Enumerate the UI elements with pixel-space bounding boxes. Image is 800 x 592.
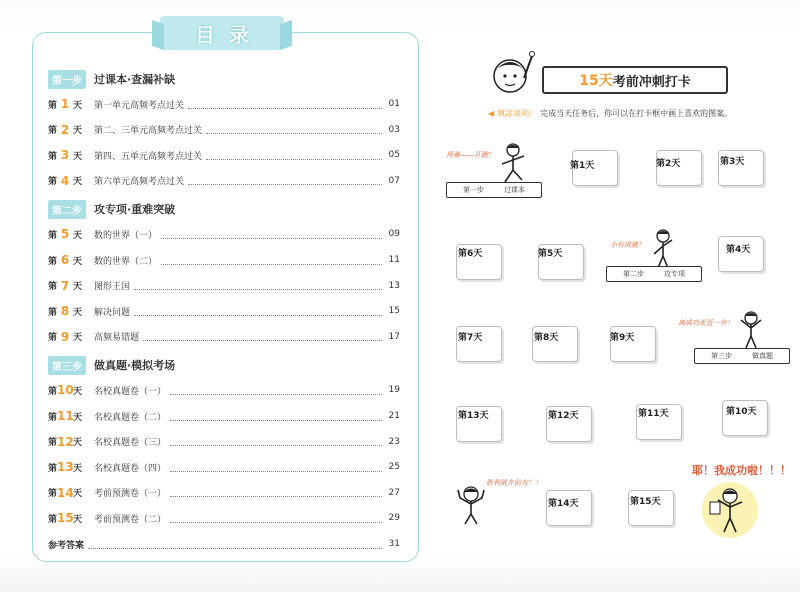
toc-entry[interactable] bbox=[48, 510, 400, 526]
checkin-day-label: 第12天 bbox=[548, 411, 579, 421]
day-prefix: 第 bbox=[48, 126, 58, 137]
step3-label: 第三步 bbox=[711, 352, 732, 360]
flexing-boy-icon bbox=[454, 484, 488, 526]
toc-title: 目录 bbox=[195, 22, 263, 47]
day-prefix: 第 bbox=[48, 307, 58, 318]
answers-title: 参考答案 bbox=[48, 540, 85, 551]
checkin-day-label: 第4天 bbox=[726, 245, 751, 255]
checkin-day-label: 第8天 bbox=[534, 333, 559, 343]
day-prefix: 第 bbox=[48, 489, 58, 500]
day-suffix: 天 bbox=[73, 230, 83, 241]
step2-bubble: 小有成就！ bbox=[610, 241, 645, 249]
checkin-day-label: 第9天 bbox=[610, 333, 635, 343]
speaker-icon: ◀ bbox=[488, 109, 495, 118]
pointing-boy-icon bbox=[488, 46, 538, 100]
page-number: 01 bbox=[388, 99, 400, 109]
leader-dots bbox=[88, 540, 382, 549]
section-heading bbox=[48, 356, 175, 374]
day-prefix: 第 bbox=[48, 412, 58, 423]
section-title: 做真题·模拟考场 bbox=[94, 359, 176, 373]
day-number: 9 bbox=[60, 329, 70, 344]
day-prefix: 第 bbox=[48, 463, 58, 474]
standing-boy-icon bbox=[648, 228, 678, 270]
page-number: 13 bbox=[388, 280, 400, 291]
day-prefix: 第 bbox=[48, 514, 58, 525]
entry-title: 名校真题卷（四） bbox=[94, 463, 167, 474]
step3-tag bbox=[694, 348, 790, 364]
page-number: 23 bbox=[388, 436, 400, 447]
day-number: 6 bbox=[60, 253, 70, 267]
toc-entry[interactable] bbox=[48, 303, 400, 319]
day-number: 8 bbox=[60, 304, 70, 319]
checkin-day-label: 第7天 bbox=[458, 333, 483, 343]
toc-entry[interactable] bbox=[48, 122, 400, 138]
checkin-day-label: 第6天 bbox=[458, 249, 483, 259]
toc-entry[interactable] bbox=[48, 96, 400, 112]
page-number: 11 bbox=[388, 255, 400, 265]
checkin-title-days: 15天 bbox=[579, 73, 613, 89]
checkin-day-label: 第15天 bbox=[630, 497, 661, 507]
day-suffix: 天 bbox=[73, 100, 83, 111]
toc-entry[interactable] bbox=[48, 434, 400, 450]
checkin-day-label: 第11天 bbox=[638, 409, 669, 419]
checkin-day-label: 第14天 bbox=[548, 499, 579, 509]
day-prefix: 第 bbox=[48, 151, 58, 162]
toc-title-banner bbox=[160, 16, 284, 50]
page-number: 15 bbox=[388, 306, 400, 317]
checkin-title bbox=[542, 66, 728, 94]
day-suffix: 天 bbox=[73, 386, 83, 397]
section-badge: 第一步 bbox=[48, 70, 86, 89]
entry-title: 第一单元高频考点过关 bbox=[94, 100, 185, 111]
day-suffix: 天 bbox=[73, 333, 83, 344]
section-badge: 第三步 bbox=[48, 356, 86, 375]
checkin-day-label: 第13天 bbox=[458, 411, 489, 421]
running-boy-icon bbox=[496, 142, 530, 184]
fill-instruction-text: 完成当天任务后，你可以在打卡框中画上喜欢的图案。 bbox=[540, 109, 733, 118]
entry-title: 考前预测卷（一） bbox=[94, 489, 167, 500]
day-prefix: 第 bbox=[48, 177, 58, 188]
leader-dots bbox=[170, 514, 382, 523]
toc-entry[interactable] bbox=[48, 485, 400, 501]
leader-dots bbox=[161, 256, 382, 265]
section-badge: 第二步 bbox=[48, 200, 86, 219]
page-number: 17 bbox=[388, 331, 400, 342]
entry-title: 名校真题卷（一） bbox=[94, 386, 167, 397]
leader-dots bbox=[206, 151, 382, 160]
day-number: 13 bbox=[57, 460, 74, 475]
page-number: 19 bbox=[388, 385, 400, 396]
entry-title: 名校真题卷（三） bbox=[94, 438, 167, 449]
day-suffix: 天 bbox=[73, 412, 83, 423]
entry-title: 第六单元高频考点过关 bbox=[94, 177, 185, 188]
leader-dots bbox=[170, 437, 382, 446]
cheering-boy-icon bbox=[736, 310, 766, 350]
toc-entry[interactable] bbox=[48, 147, 400, 163]
celebrating-boy-icon bbox=[698, 478, 762, 542]
day-number: 3 bbox=[60, 148, 70, 163]
entry-title: 名校真题卷（二） bbox=[94, 412, 167, 423]
day-number: 11 bbox=[57, 409, 74, 423]
day-suffix: 天 bbox=[73, 177, 83, 188]
toc-entry[interactable] bbox=[48, 459, 400, 475]
leader-dots bbox=[170, 488, 382, 497]
day-number: 2 bbox=[60, 122, 70, 137]
day-suffix: 天 bbox=[73, 307, 83, 318]
day-suffix: 天 bbox=[73, 514, 83, 525]
leader-dots bbox=[206, 125, 382, 134]
entry-title: 数的世界（一） bbox=[94, 230, 158, 241]
leader-dots bbox=[134, 281, 382, 290]
day-number: 14 bbox=[57, 485, 74, 500]
day-number: 10 bbox=[57, 383, 74, 398]
step2-tag bbox=[606, 266, 702, 282]
day-suffix: 天 bbox=[73, 463, 83, 474]
fill-instruction bbox=[488, 108, 732, 119]
day-suffix: 天 bbox=[73, 489, 83, 500]
page-number: 09 bbox=[388, 229, 400, 240]
day-suffix: 天 bbox=[73, 151, 83, 162]
day-suffix: 天 bbox=[73, 282, 83, 293]
step1-name: 过课本 bbox=[504, 186, 525, 194]
step1-label: 第一步 bbox=[463, 186, 484, 194]
toc-entry[interactable] bbox=[48, 329, 400, 345]
step2-label: 第二步 bbox=[623, 270, 644, 278]
entry-title: 第二、三单元高频考点过关 bbox=[94, 126, 203, 137]
toc-entry[interactable] bbox=[48, 382, 400, 398]
day-number: 4 bbox=[60, 173, 70, 188]
checkin-day-label: 第2天 bbox=[656, 159, 681, 169]
day-number: 12 bbox=[57, 434, 74, 449]
toc-entry[interactable] bbox=[48, 278, 400, 294]
section-heading bbox=[48, 70, 175, 88]
checkin-page bbox=[430, 0, 800, 592]
leader-dots bbox=[188, 100, 382, 109]
leader-dots bbox=[170, 463, 382, 472]
leader-dots bbox=[188, 176, 382, 185]
final-bubble: 胜利就在前方！！ bbox=[486, 479, 542, 487]
entry-title: 数的世界（二） bbox=[94, 256, 158, 267]
day-prefix: 第 bbox=[48, 256, 58, 267]
page-number: 03 bbox=[388, 124, 400, 135]
day-prefix: 第 bbox=[48, 438, 58, 449]
answers-entry[interactable] bbox=[48, 536, 400, 552]
step2-name: 攻专项 bbox=[664, 270, 685, 278]
day-number: 7 bbox=[60, 278, 70, 293]
page-number: 07 bbox=[388, 175, 400, 186]
entry-title: 考前预测卷（二） bbox=[94, 514, 167, 525]
checkin-day-label: 第10天 bbox=[726, 407, 757, 417]
day-number: 1 bbox=[60, 97, 70, 111]
entry-title: 高频易错题 bbox=[94, 333, 140, 344]
page-number: 25 bbox=[388, 462, 400, 473]
step3-name: 做真题 bbox=[752, 352, 773, 360]
leader-dots bbox=[161, 230, 382, 239]
entry-title: 解决问题 bbox=[94, 307, 131, 318]
checkin-title-text: 考前冲刺打卡 bbox=[612, 74, 691, 90]
day-number: 5 bbox=[60, 227, 70, 242]
page-number: 21 bbox=[388, 411, 400, 421]
day-prefix: 第 bbox=[48, 333, 58, 344]
leader-dots bbox=[143, 332, 382, 341]
step3-bubble: 离成功更近一步！ bbox=[678, 319, 734, 327]
leader-dots bbox=[170, 412, 382, 421]
section-title: 攻专项·重难突破 bbox=[94, 203, 176, 217]
entry-title: 图形王国 bbox=[94, 282, 131, 293]
day-suffix: 天 bbox=[73, 126, 83, 137]
checkin-day-label: 第1天 bbox=[570, 161, 595, 171]
fill-instruction-label: 填涂说明： bbox=[497, 109, 538, 118]
checkin-day-label: 第5天 bbox=[538, 249, 563, 259]
entry-title: 第四、五单元高频考点过关 bbox=[94, 151, 203, 162]
toc-entry[interactable] bbox=[48, 173, 400, 189]
toc-entry[interactable] bbox=[48, 408, 400, 424]
toc-entry[interactable] bbox=[48, 252, 400, 268]
day-prefix: 第 bbox=[48, 100, 58, 111]
leader-dots bbox=[134, 307, 382, 316]
day-suffix: 天 bbox=[73, 438, 83, 449]
page-number: 31 bbox=[388, 539, 400, 549]
toc-entry[interactable] bbox=[48, 226, 400, 242]
day-prefix: 第 bbox=[48, 386, 58, 397]
checkin-day-label: 第3天 bbox=[720, 157, 745, 167]
step1-bubble: 预备——开跑！ bbox=[446, 151, 495, 159]
section-heading bbox=[48, 200, 175, 218]
success-text: 耶！我成功啦！！！ bbox=[692, 464, 791, 477]
day-prefix: 第 bbox=[48, 230, 58, 241]
step1-tag bbox=[446, 182, 542, 198]
section-title: 过课本·查漏补缺 bbox=[94, 73, 176, 86]
day-suffix: 天 bbox=[73, 256, 83, 267]
page-number: 05 bbox=[388, 150, 400, 161]
page-number: 29 bbox=[388, 513, 400, 524]
leader-dots bbox=[170, 386, 382, 395]
day-number: 15 bbox=[57, 511, 74, 526]
page-number: 27 bbox=[388, 487, 400, 498]
day-prefix: 第 bbox=[48, 282, 58, 293]
